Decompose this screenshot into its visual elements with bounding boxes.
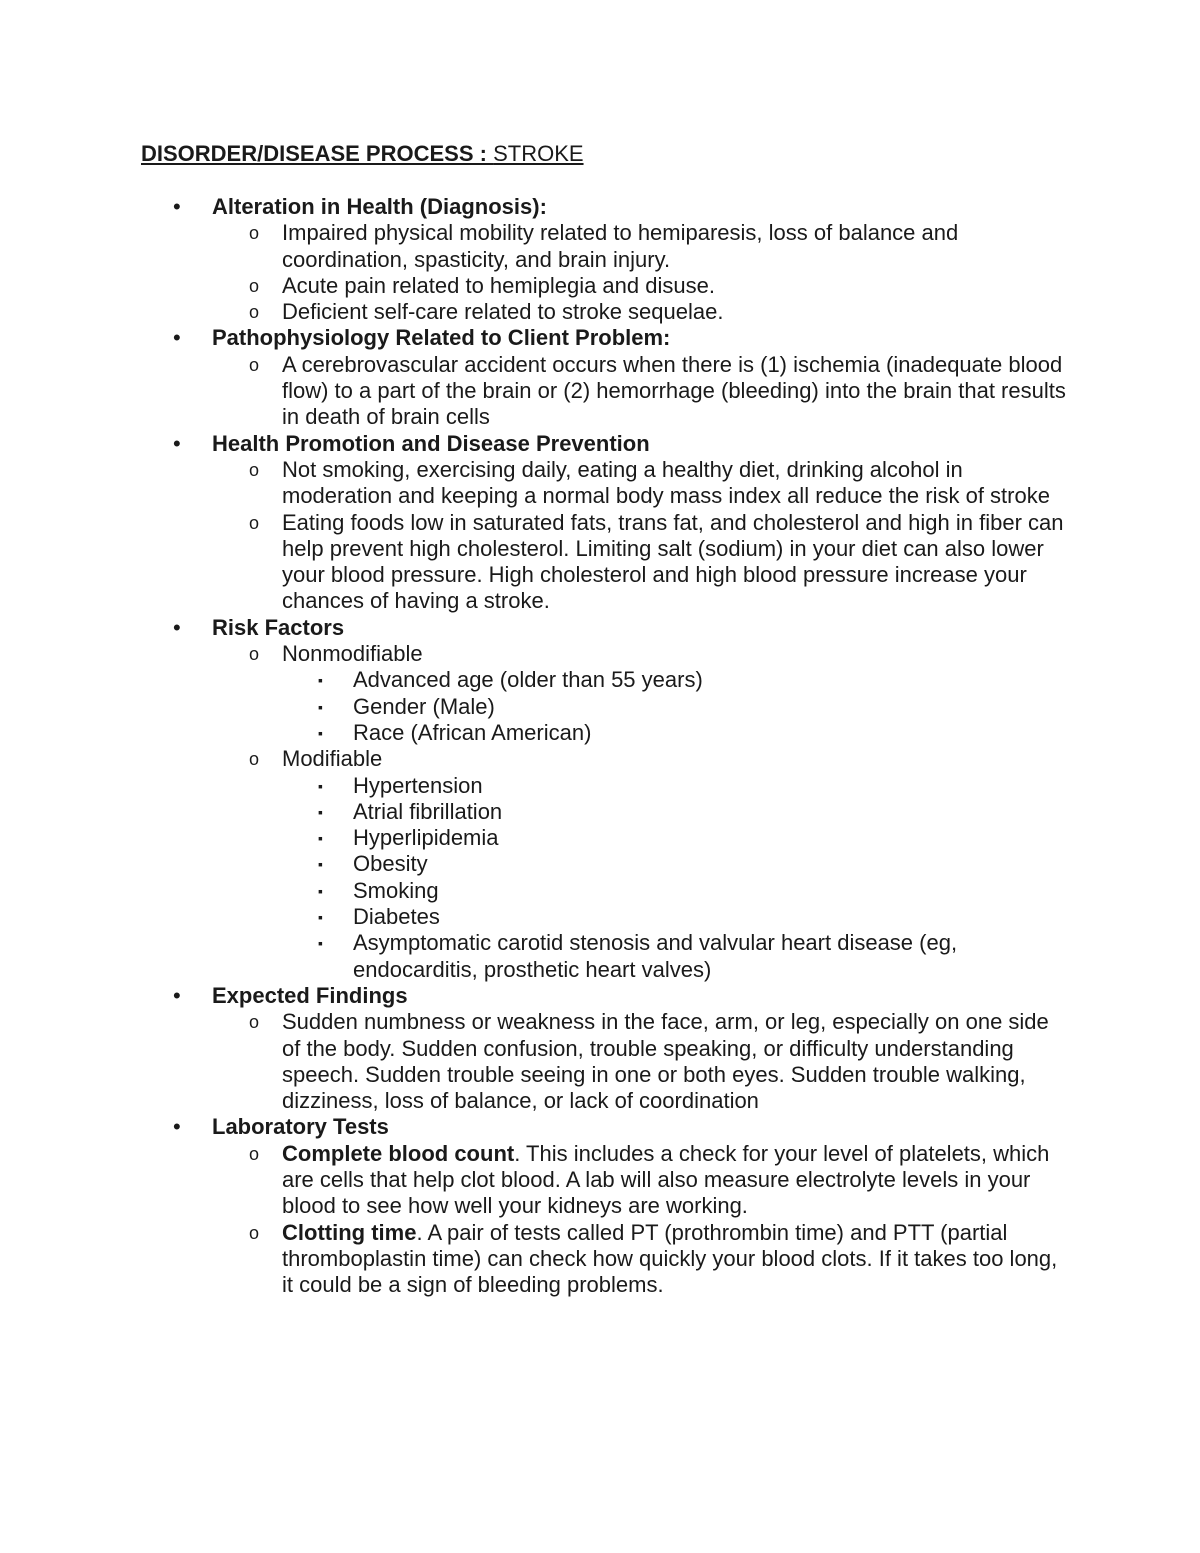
list-item	[141, 352, 1071, 431]
square-bullet-icon: ▪	[318, 777, 323, 794]
section-heading-laboratory-tests	[141, 1114, 1071, 1140]
risk-item	[141, 930, 1071, 983]
lab-test-name: Complete blood count	[282, 1140, 515, 1166]
risk-item-text: Obesity	[353, 851, 428, 877]
circle-bullet-icon: o	[249, 302, 260, 323]
section-heading-pathophysiology	[141, 325, 1071, 351]
risk-item-text: Advanced age (older than 55 years)	[353, 667, 703, 693]
list-item-text: Eating foods low in saturated fats, trans fat, and cholesterol and high in fiber can help prevent high cholesterol. Limiting salt (sodium) in your diet can also lower your blood pressure. High cholesterol and high blood pressure increase your chances of having a stroke.	[282, 509, 1064, 614]
risk-item	[141, 720, 1071, 746]
title-label: DISORDER/DISEASE PROCESS :	[141, 141, 494, 166]
list-item	[141, 273, 1071, 299]
circle-bullet-icon: o	[249, 459, 260, 480]
list-item-text: Deficient self-care related to stroke sequelae.	[282, 299, 724, 325]
list-item-text: Not smoking, exercising daily, eating a healthy diet, drinking alcohol in moderation and keeping a normal body mass index all reduce the risk of stroke	[282, 456, 1050, 509]
lab-test-text: . This includes a check for your level of platelets, which are cells that help clot blood. A lab will also measure electrolyte levels in your blood to see how well your kidneys are working.	[282, 1140, 1050, 1219]
section-heading-text: Alteration in Health (Diagnosis):	[212, 194, 547, 219]
list-item-text: Acute pain related to hemiplegia and disuse.	[282, 272, 715, 298]
section-heading-text: Risk Factors	[212, 614, 345, 640]
section-heading-health-promotion	[141, 431, 1071, 457]
circle-bullet-icon: o	[249, 749, 260, 770]
square-bullet-icon: ▪	[318, 830, 323, 847]
bullet-icon: •	[173, 430, 181, 456]
risk-item	[141, 667, 1071, 693]
circle-bullet-icon: o	[249, 512, 260, 533]
title-value: STROKE	[493, 141, 584, 166]
list-item-text: Impaired physical mobility related to hemiparesis, loss of balance and coordination, spasticity, and brain injury.	[282, 220, 959, 272]
risk-item	[141, 904, 1071, 930]
square-bullet-icon: ▪	[318, 856, 323, 873]
section-heading-risk-factors	[141, 615, 1071, 641]
risk-item-text: Hypertension	[353, 772, 483, 798]
list-item-text: Sudden numbness or weakness in the face, arm, or leg, especially on one side of the body. Sudden confusion, trouble speaking, or difficulty understanding speech. Sudden trouble seeing in one or both eyes. Sudden trouble walking, dizziness, loss of balance, or lack of coordination	[282, 1009, 1049, 1114]
lab-test-item	[141, 1141, 1071, 1220]
risk-item	[141, 694, 1071, 720]
document-body	[141, 194, 1071, 1298]
bullet-icon: •	[173, 614, 181, 640]
bullet-icon: •	[173, 1114, 181, 1140]
risk-item-text: Diabetes	[353, 904, 440, 930]
section-heading-expected-findings	[141, 983, 1071, 1009]
risk-item-text: Smoking	[353, 877, 439, 903]
risk-item	[141, 825, 1071, 851]
risk-group-modifiable	[141, 746, 1071, 772]
risk-item-text: Gender (Male)	[353, 693, 495, 719]
square-bullet-icon: ▪	[318, 882, 323, 899]
circle-bullet-icon: o	[249, 354, 260, 375]
list-item	[141, 1009, 1071, 1114]
circle-bullet-icon: o	[249, 223, 260, 244]
risk-group-nonmodifiable	[141, 641, 1071, 667]
list-item	[141, 299, 1071, 325]
square-bullet-icon: ▪	[318, 803, 323, 820]
lab-test-name: Clotting time	[282, 1219, 417, 1245]
lab-test-text: . A pair of tests called PT (prothrombin time) and PTT (partial thromboplastin time) can check how quickly your blood clots. If it takes too long, it could be a sign of bleeding problems.	[282, 1219, 1058, 1298]
circle-bullet-icon: o	[249, 1012, 260, 1033]
risk-item	[141, 799, 1071, 825]
page-title	[141, 141, 584, 167]
risk-item	[141, 878, 1071, 904]
risk-item-text: Race (African American)	[353, 719, 592, 745]
square-bullet-icon: ▪	[318, 909, 323, 926]
risk-group-label: Nonmodifiable	[282, 641, 423, 667]
section-heading-text: Laboratory Tests	[212, 1114, 389, 1140]
risk-item-text: Asymptomatic carotid stenosis and valvular heart disease (eg, endocarditis, prosthetic heart valves)	[353, 930, 958, 982]
square-bullet-icon: ▪	[318, 724, 323, 741]
circle-bullet-icon: o	[249, 275, 260, 296]
list-item	[141, 220, 1071, 273]
circle-bullet-icon: o	[249, 1143, 260, 1164]
risk-item-text: Hyperlipidemia	[353, 825, 499, 851]
circle-bullet-icon: o	[249, 1222, 260, 1243]
risk-item	[141, 773, 1071, 799]
square-bullet-icon: ▪	[318, 672, 323, 689]
bullet-icon: •	[173, 325, 181, 351]
lab-test-item	[141, 1220, 1071, 1299]
bullet-icon: •	[173, 194, 181, 219]
list-item-text: A cerebrovascular accident occurs when there is (1) ischemia (inadequate blood flow) to a part of the brain or (2) hemorrhage (bleeding) into the brain that results in death of brain cells	[282, 351, 1066, 430]
section-heading-text: Health Promotion and Disease Prevention	[212, 430, 650, 456]
list-item	[141, 510, 1071, 615]
section-heading-text: Expected Findings	[212, 982, 408, 1008]
risk-item	[141, 851, 1071, 877]
square-bullet-icon: ▪	[318, 935, 323, 952]
section-heading-text: Pathophysiology Related to Client Problem:	[212, 325, 671, 351]
square-bullet-icon: ▪	[318, 698, 323, 715]
risk-item-text: Atrial fibrillation	[353, 798, 503, 824]
risk-group-label: Modifiable	[282, 746, 383, 772]
bullet-icon: •	[173, 982, 181, 1008]
section-heading-alteration	[141, 194, 1071, 220]
list-item	[141, 457, 1071, 510]
circle-bullet-icon: o	[249, 644, 260, 665]
